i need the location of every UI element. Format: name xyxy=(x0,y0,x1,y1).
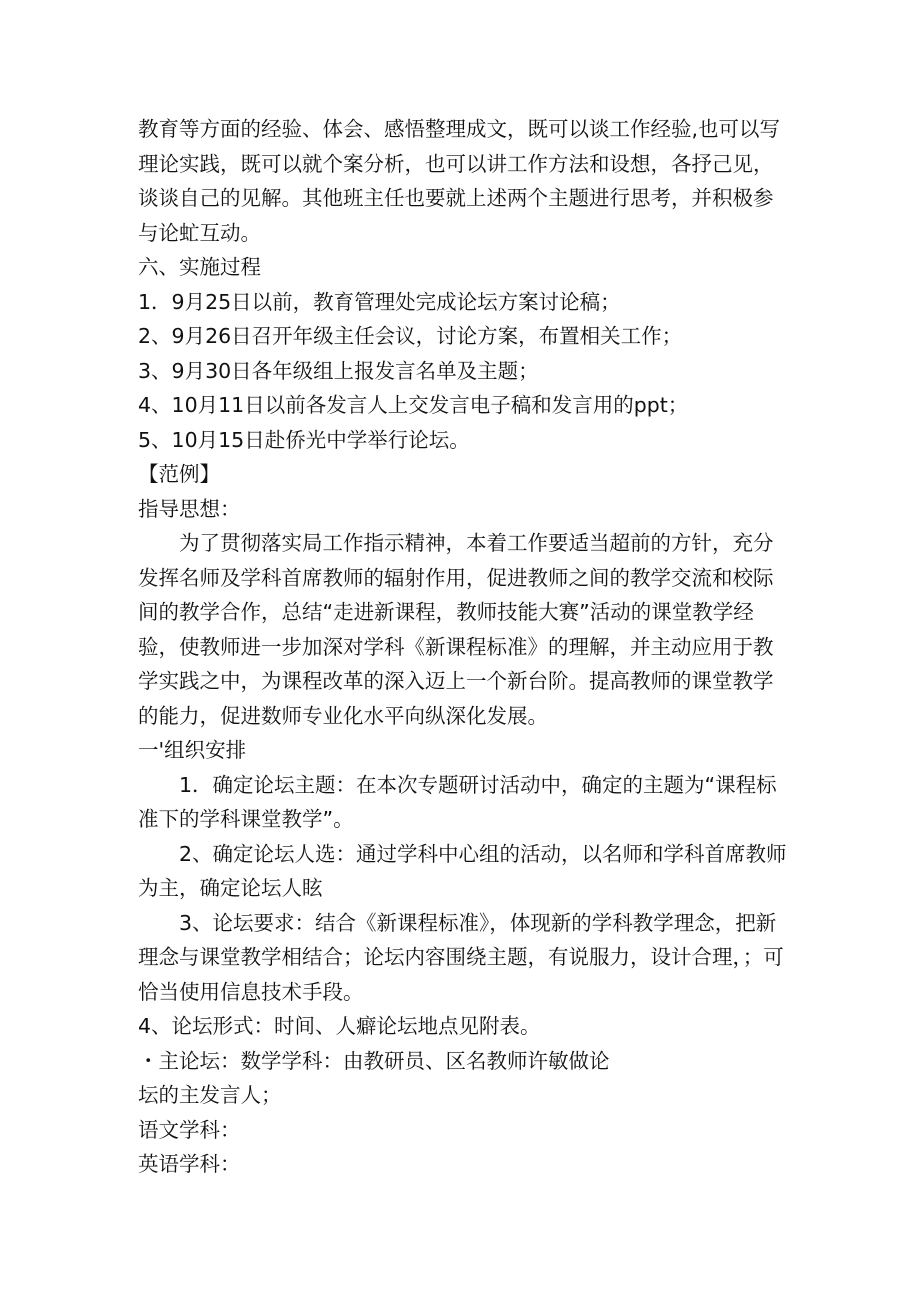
section-heading-implementation: 六、实施过程 xyxy=(138,255,261,279)
list-item-step-4: 4、10月11日以前各发言人上交发言电子稿和发言用的ppt； xyxy=(138,393,689,417)
paragraph-guiding-thought: 为了贯彻落实局工作指示精神，本着工作要适当超前的方针，充分发挥名师及学科首席教师的辐射作用，促进教师之间的教学交流和校际间的教学合作，总结“走进新课程，教师技能大赛”活动的课堂教学经验，使教师进一步加深对学科《新课程标准》的理解，并主动应用于教学实践之中，为课程改革的深入迈上一个新台阶。提高教师的课堂教学的能力，促进数师专业化水平向纵深化发展。 xyxy=(138,531,774,728)
line-english-subject: 英语学科： xyxy=(138,1152,241,1176)
section-heading-example: 【范例】 xyxy=(138,462,220,486)
list-item-step-2: 2、9月26日召开年级主任会议，讨论方案，布置相关工作； xyxy=(138,324,683,348)
list-item-step-5: 5、10月15日赴侨光中学举行论坛。 xyxy=(138,427,470,452)
subheading-guiding-thought: 指导思想： xyxy=(138,496,241,521)
section-heading-organization: 一'组织安排 xyxy=(138,738,247,762)
list-item-step-3: 3、9月30日各年级组上报发言名单及主题； xyxy=(138,358,539,383)
line-main-speaker: 坛的主发言人； xyxy=(138,1083,282,1107)
list-item-step-1: 1．9月25日以前，教育管理处完成论坛方案讨论稿； xyxy=(138,289,621,314)
bullet-main-forum: ・主论坛：数学学科：由教研员、区名教师许敏做论 xyxy=(138,1048,610,1073)
list-item-requirements: 3、论坛要求：结合《新课程标准》，体现新的学科教学理念，把新理念与课堂教学相结合；论坛内容围绕主题，有说服力，设计合理，；可恰当使用信息技术手段。 xyxy=(138,910,784,1004)
list-item-topic: 1．确定论坛主题：在本次专题研讨活动中，确定的主题为“课程标准下的学科课堂教学”。 xyxy=(138,772,777,831)
document-body xyxy=(138,112,788,1182)
list-item-speakers: 2、确定论坛人选：通过学科中心组的活动，以名师和学科首席教师为主，确定论坛人眩 xyxy=(138,841,787,900)
line-chinese-subject: 语文学科： xyxy=(138,1117,241,1142)
paragraph-intro-continuation: 教育等方面的经验、体会、感悟整理成文，既可以谈工作经验,也可以写理论实践，既可以就个案分析，也可以讲工作方法和设想，各抒己见，谈谈自己的见解。其他班主任也要就上述两个主题进行思考，并积极参与论虻互动。 xyxy=(138,117,781,245)
list-item-format: 4、论坛形式：时间、人癖论坛地点见附表。 xyxy=(138,1014,541,1038)
